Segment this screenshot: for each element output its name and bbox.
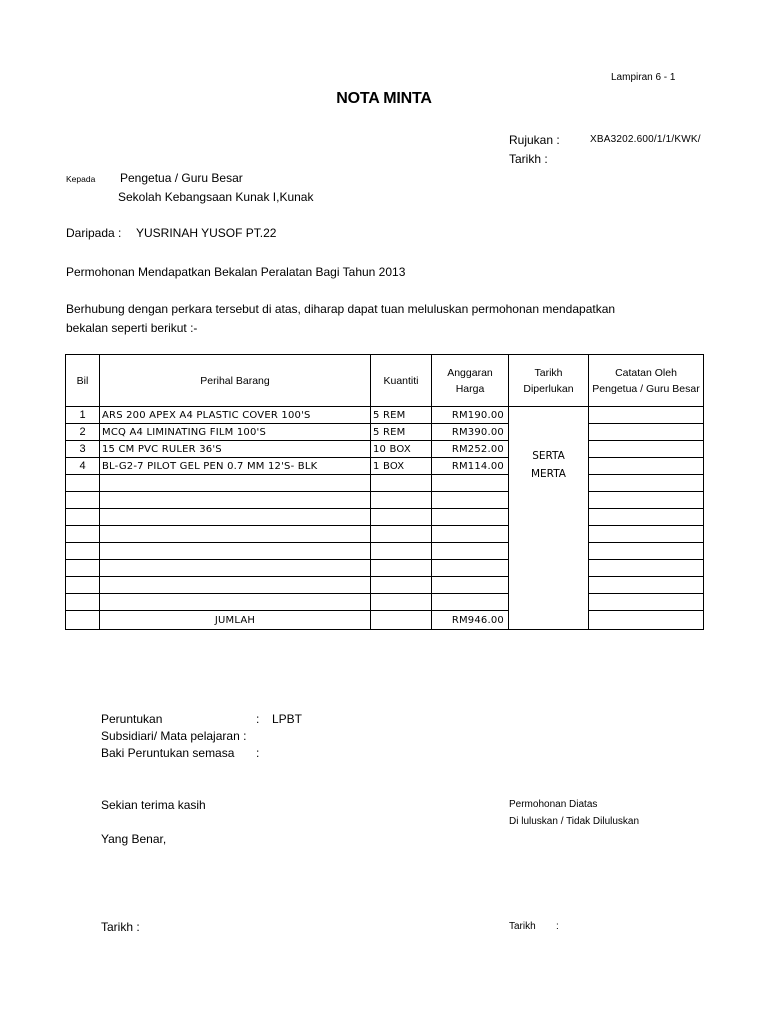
sincerely-text: Yang Benar, — [101, 832, 167, 846]
date-needed-cell — [509, 407, 589, 630]
row-bil: 2 — [66, 424, 100, 441]
row-bil: 4 — [66, 458, 100, 475]
reference-label: Rujukan : — [509, 133, 560, 147]
row-item: BL-G2-7 PILOT GEL PEN 0.7 MM 12'S- BLK — [100, 458, 371, 475]
subject-line: Permohonan Mendapatkan Bekalan Peralatan Bagi Tahun 2013 — [66, 265, 406, 279]
balance-label: Baki Peruntukan semasa — [101, 746, 235, 760]
closing-date-label: Tarikh : — [101, 920, 140, 934]
to-line2: Sekolah Kebangsaan Kunak I,Kunak — [118, 190, 314, 204]
row-qty: 1 BOX — [371, 458, 432, 475]
total-label: JUMLAH — [100, 611, 371, 630]
header-date-line1: Tarikh — [534, 366, 563, 379]
table-row-empty — [66, 492, 704, 509]
row-notes — [589, 458, 704, 475]
table-total-row — [66, 611, 704, 630]
row-qty: 10 BOX — [371, 441, 432, 458]
header-date-line2: Diperlukan — [523, 382, 574, 395]
table-row-empty — [66, 475, 704, 492]
table-row-empty — [66, 543, 704, 560]
thanks-text: Sekian terima kasih — [101, 798, 206, 812]
approval-line2: Di luluskan / Tidak Diluluskan — [509, 816, 640, 827]
row-qty: 5 REM — [371, 407, 432, 424]
approval-line1: Permohonan Diatas — [509, 799, 598, 810]
items-table — [65, 354, 704, 630]
row-notes — [589, 407, 704, 424]
from-label: Daripada : — [66, 226, 122, 240]
row-item: MCQ A4 LIMINATING FILM 100'S — [100, 424, 371, 441]
header-date-needed — [509, 355, 589, 407]
row-qty: 5 REM — [371, 424, 432, 441]
row-bil: 1 — [66, 407, 100, 424]
date-needed-line2: MERTA — [530, 468, 566, 480]
approval-date-label: Tarikh — [509, 921, 536, 932]
row-bil: 3 — [66, 441, 100, 458]
header-notes — [589, 355, 704, 407]
row-item: ARS 200 APEX A4 PLASTIC COVER 100'S — [100, 407, 371, 424]
to-label: Kepada — [66, 174, 96, 184]
allocation-colon: : — [256, 712, 260, 726]
date-label: Tarikh : — [509, 152, 548, 166]
balance-colon: : — [256, 746, 260, 760]
to-line1: Pengetua / Guru Besar — [120, 171, 243, 185]
table-row-empty — [66, 577, 704, 594]
row-price: RM190.00 — [432, 407, 509, 424]
row-price: RM390.00 — [432, 424, 509, 441]
subsidiary-label: Subsidiari/ Mata pelajaran : — [101, 729, 247, 743]
reference-value: XBA3202.600/1/1/KWK/ — [590, 134, 701, 145]
row-price: RM114.00 — [432, 458, 509, 475]
document-title: NOTA MINTA — [336, 90, 432, 107]
header-notes-line2: Pengetua / Guru Besar — [592, 382, 700, 395]
header-bil: Bil — [66, 355, 100, 407]
approval-date-colon: : — [556, 921, 559, 932]
appendix-label: Lampiran 6 - 1 — [611, 72, 676, 83]
from-value: YUSRINAH YUSOF PT.22 — [136, 226, 277, 240]
table-row-empty — [66, 526, 704, 543]
table-row — [66, 424, 704, 441]
row-notes — [589, 424, 704, 441]
header-notes-line1: Catatan Oleh — [615, 366, 677, 379]
row-price: RM252.00 — [432, 441, 509, 458]
date-needed-line1: SERTA — [532, 450, 565, 462]
body-line2: bekalan seperti berikut :- — [66, 321, 198, 335]
table-row-empty — [66, 509, 704, 526]
table-row-empty — [66, 594, 704, 611]
table-row — [66, 458, 704, 475]
allocation-label: Peruntukan — [101, 712, 163, 726]
header-price — [432, 355, 509, 407]
header-qty: Kuantiti — [371, 355, 432, 407]
total-value: RM946.00 — [432, 611, 509, 630]
table-row — [66, 441, 704, 458]
header-item: Perihal Barang — [100, 355, 371, 407]
table-header-row — [66, 355, 704, 407]
allocation-value: LPBT — [272, 712, 303, 726]
header-price-line2: Harga — [455, 382, 485, 395]
table-row — [66, 407, 704, 424]
table-row-empty — [66, 560, 704, 577]
row-notes — [589, 441, 704, 458]
header-price-line1: Anggaran — [447, 366, 493, 379]
body-line1: Berhubung dengan perkara tersebut di atas, diharap dapat tuan meluluskan permohonan mendapatkan — [66, 302, 616, 316]
row-item: 15 CM PVC RULER 36'S — [100, 441, 371, 458]
